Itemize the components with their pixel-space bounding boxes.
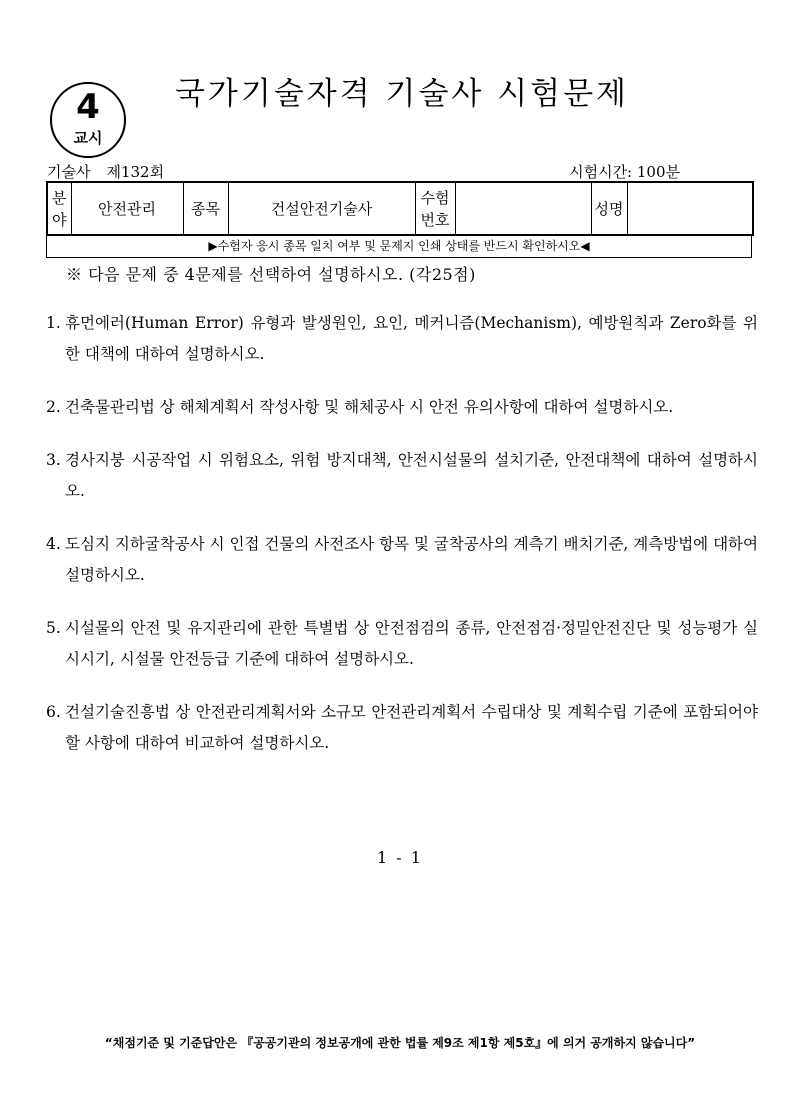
- exam-info-table: [46, 181, 754, 236]
- question-item: [46, 308, 758, 370]
- question-item: [46, 529, 758, 591]
- question-list: [46, 308, 758, 781]
- question-item: [46, 697, 758, 759]
- question-item: [46, 392, 758, 423]
- field-value: 안전관리: [71, 182, 183, 235]
- question-number: 2.: [46, 398, 61, 416]
- field-label: 분야: [47, 182, 71, 235]
- question-number: 4.: [46, 535, 61, 553]
- question-text: 경사지붕 시공작업 시 위험요소, 위험 방지대책, 안전시설물의 설치기준, 안전대책에 대하여 설명하시오.: [65, 451, 758, 500]
- footer-note: “채점기준 및 기준답안은 『공공기관의 정보공개에 관한 법률 제9조 제1항 제5호』에 의거 공개하지 않습니다”: [104, 1036, 696, 1050]
- name-label: 성명: [591, 182, 627, 235]
- question-item: [46, 445, 758, 507]
- question-text: 휴먼에러(Human Error) 유형과 발생원인, 요인, 메커니즘(Mechanism), 예방원칙과 Zero화를 위한 대책에 대하여 설명하시오.: [65, 314, 758, 363]
- question-text: 건설기술진흥법 상 안전관리계획서와 소규모 안전관리계획서 수립대상 및 계획수립 기준에 포함되어야 할 사항에 대하여 비교하여 설명하시오.: [65, 703, 758, 752]
- instruction: ※ 다음 문제 중 4문제를 선택하여 설명하시오. (각25점): [66, 265, 476, 284]
- period-label: 교시: [73, 129, 103, 147]
- question-number: 3.: [46, 451, 61, 469]
- type-value: 건설안전기술사: [228, 182, 415, 235]
- type-label: 종목: [183, 182, 228, 235]
- exam-time: 시험시간: 100분: [569, 163, 680, 181]
- exam-meta-left: [47, 161, 164, 182]
- question-text: 도심지 지하굴착공사 시 인접 건물의 사전조사 항목 및 굴착공사의 계측기 배치기준, 계측방법에 대하여 설명하시오.: [65, 535, 758, 584]
- question-number: 5.: [46, 619, 61, 637]
- page-title: 국가기술자격 기술사 시험문제: [174, 76, 629, 112]
- exam-session: 제132회: [106, 163, 165, 181]
- question-item: [46, 613, 758, 675]
- period-number: 4: [76, 87, 100, 127]
- question-number: 1.: [46, 314, 61, 332]
- question-text: 시설물의 안전 및 유지관리에 관한 특별법 상 안전점검의 종류, 안전점검·정밀안전진단 및 성능평가 실시시기, 시설물 안전등급 기준에 대하여 설명하시오.: [65, 619, 758, 668]
- page-number: 1 - 1: [377, 848, 423, 867]
- notice-banner: ▶수험자 응시 종목 일치 여부 및 문제지 인쇄 상태를 반드시 확인하시오◀: [46, 236, 752, 258]
- exam-number-label: 수험번호: [415, 182, 455, 235]
- period-badge: [50, 82, 126, 158]
- question-number: 6.: [46, 703, 61, 721]
- exam-category: 기술사: [47, 163, 91, 181]
- name-field[interactable]: [627, 182, 753, 235]
- exam-number-field[interactable]: [455, 182, 591, 235]
- question-text: 건축물관리법 상 해체계획서 작성사항 및 해체공사 시 안전 유의사항에 대하여 설명하시오.: [65, 398, 674, 416]
